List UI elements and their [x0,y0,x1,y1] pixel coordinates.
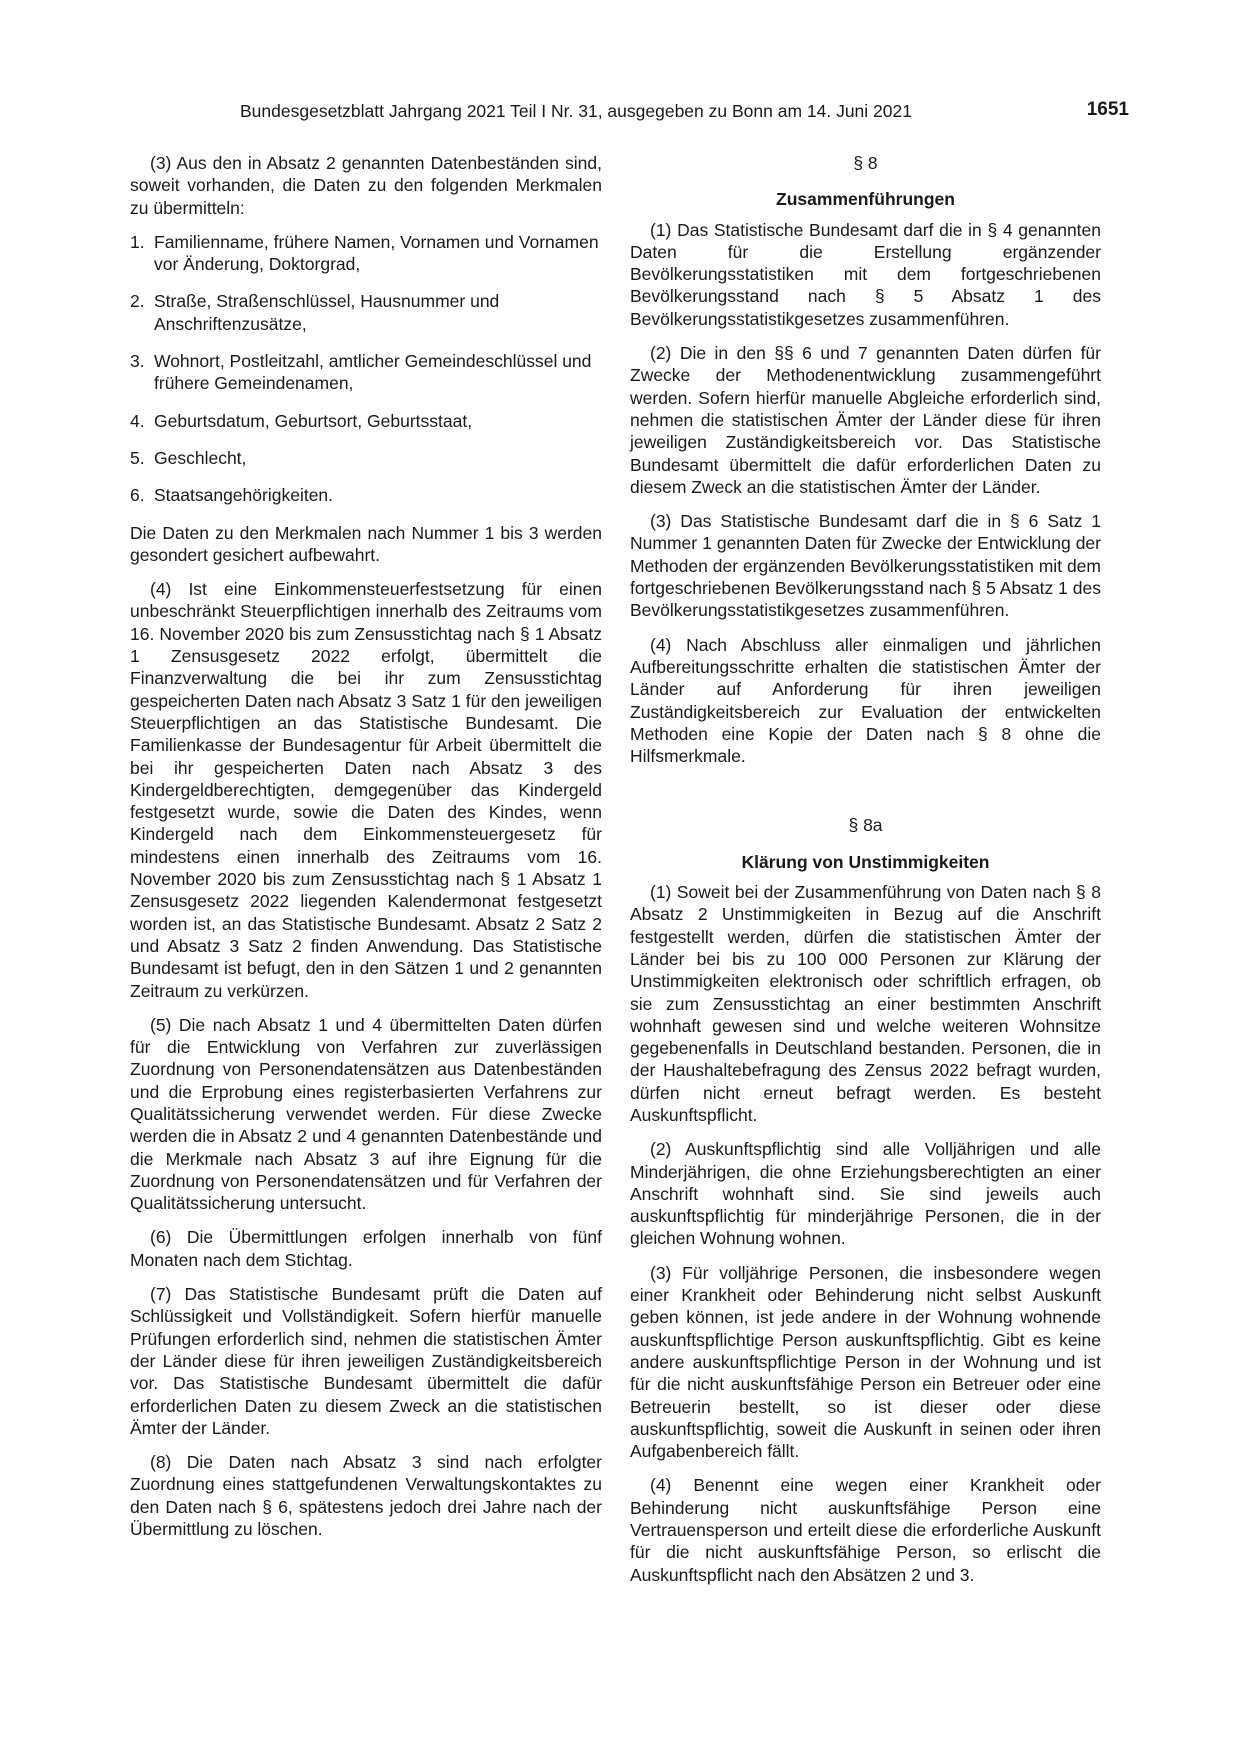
section-8a-paragraph-3: (3) Für volljährige Personen, die insbesondere wegen einer Krankheit oder Behinderung nicht selbst Auskunft geben können, ist jede andere in der Wohnung wohnende auskunftspflichtige Person auskunftspflichtig. Gibt es keine andere auskunftspflichtige Person in der Wohnung und ist für die nicht auskunftsfähige Person ein Betreuer oder eine Betreuerin bestellt, so ist dieser oder diese auskunftspflichtig, soweit die Auskunft in seinen oder ihren Aufgabenbereich fällt. [630,1262,1101,1462]
list-number: 3. [130,351,145,372]
list-text: Wohnort, Postleitzahl, amtlicher Gemeindeschlüssel und frühere Gemeindenamen, [154,351,592,394]
paragraph-4: (4) Ist eine Einkommensteuerfestsetzung für einen unbeschränkt Steuerpflichtigen innerhalb des Zeitraums vom 16. November 2020 bis zum Zensusstichtag nach § 1 Absatz 1 Zensusgesetz 2022 erfolgt, übermittelt die Finanzverwaltung die bei ihr zum Zensusstichtag gespeicherten Daten nach Absatz 3 Satz 1 für den jeweiligen Steuerpflichtigen an das Statistische Bundesamt. Die Familienkasse der Bundesagentur für Arbeit übermittelt die bei ihr gespeicherten Daten nach Absatz 3 des Kindergeldberechtigten, demgegenüber das Kindergeld festgesetzt wurde, sowie die Daten des Kindes, wenn Kindergeld nach dem Einkommensteuergesetz für mindestens einen innerhalb des Zeitraums vom 16. November 2020 bis zum Zensusstichtag nach § 1 Absatz 1 Zensusgesetz 2022 liegenden Kalendermonat festgesetzt worden ist, an das Statistische Bundesamt. Absatz 2 Satz 2 und Absatz 3 Satz 2 finden Anwendung. Das Statistische Bundesamt ist befugt, den in den Sätzen 1 und 2 genannten Zeitraum zu verkürzen. [130,579,602,1001]
list-item [130,447,602,469]
paragraph-7: (7) Das Statistische Bundesamt prüft die Daten auf Schlüssigkeit und Vollständigkeit. Sofern hierfür manuelle Prüfungen erforderlich sind, nehmen die statistischen Ämter der Länder diese für ihren jeweiligen Zuständigkeitsbereich vor. Das Statistische Bundesamt übermittelt die dafür erforderlichen Daten zu diesem Zweck an die statistischen Ämter der Länder. [130,1284,602,1438]
list-number: 1. [130,231,145,252]
list-item [130,410,602,432]
paragraph-3-intro: (3) Aus den in Absatz 2 genannten Datenbeständen sind, soweit vorhanden, die Daten zu den folgenden Merkmalen zu übermitteln: [130,153,602,218]
left-column [130,152,602,1552]
section-8a-paragraph-1: (1) Soweit bei der Zusammenführung von Daten nach § 8 Absatz 2 Unstimmigkeiten in Bezug auf die Anschrift festgestellt werden, dürfen die statistischen Ämter der Länder bei bis zu 100 000 Personen zur Klärung der Unstimmigkeiten elektronisch oder schriftlich erfragen, ob sie zum Zensusstichtag an einer bestimmten Anschrift wohnhaft gewesen sind und welche weiteren Wohnsitze gegebenenfalls in Deutschland bestanden. Personen, die in der Haushaltebefragung des Zensus 2022 befragt wurden, dürfen nicht erneut befragt werden. Es besteht Auskunftspflicht. [630,882,1101,1125]
list-item [130,350,602,395]
list-number: 2. [130,291,145,312]
paragraph-3-tail: Die Daten zu den Merkmalen nach Nummer 1 bis 3 werden gesondert gesichert aufbewahrt. [130,522,602,565]
list-item [130,484,602,506]
section-8a-paragraph-2: (2) Auskunftspflichtig sind alle Volljährigen und alle Minderjährigen, die ohne Erziehungsberechtigten an einer Anschrift wohnhaft sind. Sie sind jeweils auch auskunftspflichtig für minderjährige Personen, die in der gleichen Wohnung wohnen. [630,1139,1101,1249]
list-number: 4. [130,410,145,431]
section-8a-paragraph-4: (4) Benennt eine wegen einer Krankheit oder Behinderung nicht auskunftsfähige Person eine Vertrauensperson und erteilt diese die erforderliche Auskunft für die nicht auskunftsfähige Person, so erlischt die Auskunftspflicht nach den Absätzen 2 und 3. [630,1475,1101,1585]
list-item [130,290,602,335]
section-8a-title: Klärung von Unstimmigkeiten [741,851,990,872]
list-text: Geburtsdatum, Geburtsort, Geburtsstaat, [154,410,473,431]
list-number: 5. [130,447,145,468]
running-header: Bundesgesetzblatt Jahrgang 2021 Teil I Nr. 31, ausgegeben zu Bonn am 14. Juni 2021 [240,101,912,121]
list-item [130,231,602,276]
list-text: Straße, Straßenschlüssel, Hausnummer und Anschriftenzusätze, [154,291,500,334]
section-8a-number: § 8a [848,815,883,836]
list-text: Staatsangehörigkeiten. [154,485,334,506]
paragraph-8: (8) Die Daten nach Absatz 3 sind nach erfolgter Zuordnung eines stattgefundenen Verwaltungskontaktes zu den Daten nach § 6, spätestens jedoch drei Jahre nach der Übermittlung zu löschen. [130,1452,602,1540]
section-8-title: Zusammenführungen [776,189,955,210]
section-gap [630,779,1101,814]
section-8-number: § 8 [853,153,878,173]
section-8-paragraph-2: (2) Die in den §§ 6 und 7 genannten Daten dürfen für Zwecke der Methodenentwicklung zusammengeführt werden. Sofern hierfür manuelle Abgleiche erforderlich sind, nehmen die statistischen Ämter der Länder diese für ihren jeweiligen Zuständigkeitsbereich vor. Das Statistische Bundesamt übermittelt die dafür erforderlichen Daten zu diesem Zweck an die statistischen Ämter der Länder. [630,343,1101,497]
paragraph-6: (6) Die Übermittlungen erfolgen innerhalb von fünf Monaten nach dem Stichtag. [130,1227,602,1270]
paragraph-5: (5) Die nach Absatz 1 und 4 übermittelten Daten dürfen für die Entwicklung von Verfahren zur zuverlässigen Zuordnung von Personendatensätzen aus Datenbeständen und die Erprobung eines registerbasierten Verfahrens zur Qualitätssicherung verwendet werden. Für diese Zwecke werden die in Absatz 2 und 4 genannten Datenbestände und die Merkmale nach Absatz 3 auf ihre Eignung für die Zuordnung von Personendatensätzen und für Verfahren der Qualitätssicherung untersucht. [130,1014,602,1214]
section-8-paragraph-1: (1) Das Statistische Bundesamt darf die in § 4 genannten Daten für die Erstellung ergänzender Bevölkerungsstatistiken mit dem fortgeschriebenen Bevölkerungsstand nach § 5 Absatz 1 des Bevölkerungsstatistikgesetzes zusammenführen. [630,219,1101,329]
list-text: Geschlecht, [154,447,247,468]
feature-list [130,231,602,507]
list-text: Familienname, frühere Namen, Vornamen und Vornamen vor Änderung, Doktorgrad, [154,231,599,275]
section-8-paragraph-4: (4) Nach Abschluss aller einmaligen und jährlichen Aufbereitungsschritte erhalten die statistischen Ämter der Länder auf Anforderung für ihren jeweiligen Zuständigkeitsbereich zur Evaluation der entwickelten Methoden eine Kopie der Daten nach § 8 ohne die Hilfsmerkmale. [630,634,1101,767]
right-column [630,152,1101,1598]
page-number: 1651 [1086,99,1129,120]
section-8-paragraph-3: (3) Das Statistische Bundesamt darf die in § 6 Satz 1 Nummer 1 genannten Daten für Zwecke der Entwicklung der Methoden der ergänzenden Bevölkerungsstatistiken mit dem fortgeschriebenen Bevölkerungsstand nach § 5 Absatz 1 des Bevölkerungsstatistikgesetzes zusammenführen. [630,511,1101,621]
list-number: 6. [130,485,145,506]
